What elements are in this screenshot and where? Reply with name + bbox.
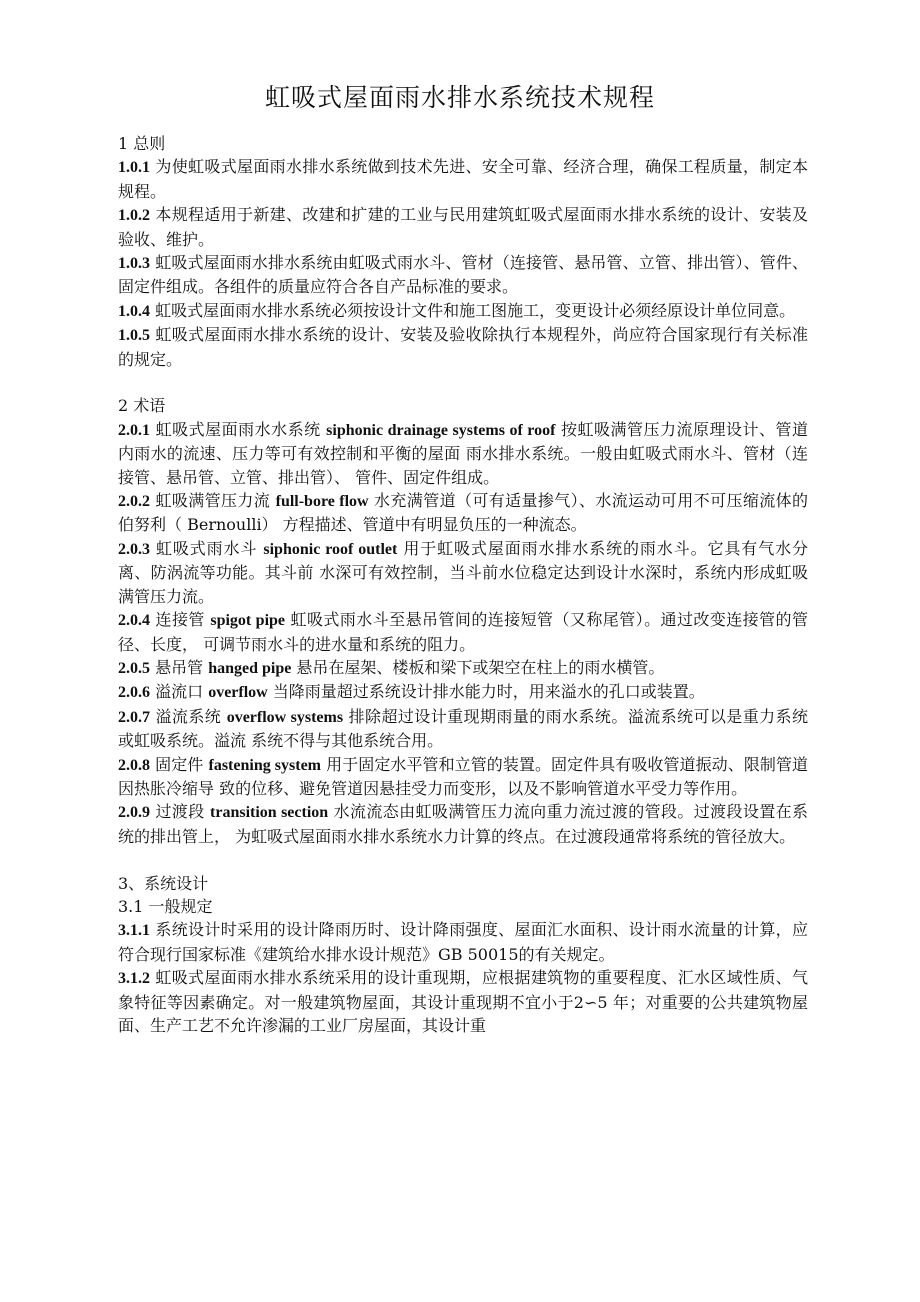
term-name: 虹吸式屋面雨水水系统 bbox=[150, 419, 327, 439]
page-title: 虹吸式屋面雨水排水系统技术规程 bbox=[264, 83, 655, 112]
clause-number: 2.0.6 bbox=[118, 684, 150, 702]
term-2-0-3 bbox=[118, 537, 808, 608]
clause-text: 虹吸式屋面雨水排水系统由虹吸式雨水斗、管材（连接管、悬吊管、立管、排出管）、管件、固定件组成。各组件的质量应符合各自产品标准的要求。 bbox=[118, 253, 808, 297]
clause-text: 为使虹吸式屋面雨水排水系统做到技术先进、安全可靠、经济合理，确保工程质量，制定本规程。 bbox=[118, 157, 808, 201]
term-definition: 水流流态由虹吸满管压力流向重力流过渡的管段。过渡段设置在系统的排出管上， 为虹吸式屋面雨水排水系统水力计算的终点。在过渡段通常将系统的管径放大。 bbox=[118, 802, 808, 846]
clause-3-1-2 bbox=[118, 966, 808, 1037]
clause-number: 2.0.5 bbox=[118, 659, 150, 677]
clause-3-1-1 bbox=[118, 918, 808, 966]
clause-text: 系统设计时采用的设计降雨历时、设计降雨强度、屋面汇水面积、设计雨水流量的计算，应符合现行国家标准《建筑给水排水设计规范》GB 50015的有关规定。 bbox=[118, 920, 808, 964]
term-name: 虹吸满管压力流 bbox=[150, 491, 276, 511]
term-definition: 虹吸式雨水斗至悬吊管间的连接短管（又称尾管）。通过改变连接管的管径、长度， 可调节雨水斗的进水量和系统的阻力。 bbox=[118, 610, 808, 654]
term-name: 过渡段 bbox=[150, 802, 211, 822]
clause-number: 1.0.4 bbox=[118, 302, 150, 320]
clause-number: 2.0.2 bbox=[118, 493, 150, 511]
clause-number: 1.0.1 bbox=[118, 159, 150, 177]
clause-1-0-2 bbox=[118, 203, 808, 251]
term-english: overflow bbox=[208, 684, 268, 702]
clause-number: 1.0.5 bbox=[118, 327, 150, 345]
spacer bbox=[118, 848, 808, 871]
section-heading-1: 1 总则 bbox=[118, 134, 166, 153]
term-english: siphonic drainage systems of roof bbox=[326, 421, 556, 439]
term-definition: 排除超过设计重现期雨量的雨水系统。溢流系统可以是重力系统或虹吸系统。溢流 系统不得与其他系统合用。 bbox=[118, 706, 808, 751]
term-name: 溢流系统 bbox=[150, 706, 227, 726]
term-name: 固定件 bbox=[150, 754, 209, 774]
term-english: hanged pipe bbox=[208, 659, 292, 677]
term-name: 溢流口 bbox=[150, 682, 209, 702]
term-2-0-9 bbox=[118, 800, 808, 848]
term-definition: 当降雨量超过系统设计排水能力时，用来溢水的孔口或装置。 bbox=[267, 682, 705, 702]
term-2-0-4 bbox=[118, 608, 808, 656]
term-definition: 按虹吸满管压力流原理设计、管道内雨水的流速、压力等可有效控制和平衡的屋面 雨水排水系统。一般由虹吸式雨水斗、管材（连接管、悬吊管、立管、排出管）、 管件、固定件组成。 bbox=[118, 419, 808, 487]
term-english: overflow systems bbox=[226, 708, 344, 726]
term-name: 悬吊管 bbox=[150, 657, 209, 677]
clause-number: 1.0.3 bbox=[118, 255, 150, 273]
clause-number: 2.0.8 bbox=[118, 756, 150, 774]
term-2-0-8 bbox=[118, 753, 808, 801]
clause-1-0-5 bbox=[118, 323, 808, 371]
clause-1-0-3 bbox=[118, 251, 808, 299]
clause-1-0-1 bbox=[118, 155, 808, 203]
term-2-0-6 bbox=[118, 680, 808, 704]
clause-number: 2.0.9 bbox=[118, 804, 150, 822]
clause-text: 虹吸式屋面雨水排水系统的设计、安装及验收除执行本规程外，尚应符合国家现行有关标准的规定。 bbox=[118, 325, 808, 369]
clause-1-0-4 bbox=[118, 299, 808, 323]
clause-number: 3.1.1 bbox=[118, 922, 150, 940]
clause-number: 1.0.2 bbox=[118, 207, 150, 225]
clause-number: 3.1.2 bbox=[118, 970, 150, 988]
term-2-0-1 bbox=[118, 418, 808, 489]
section-heading-2: 2 术语 bbox=[118, 396, 166, 416]
term-definition: 水充满管道（可有适量掺气）、水流运动可用不可压缩流体的伯努利（ Bernoulli） 方程描述、管道中有明显负压的一种流态。 bbox=[118, 491, 808, 535]
spacer bbox=[118, 371, 808, 394]
term-english: siphonic roof outlet bbox=[263, 540, 398, 558]
term-definition: 悬吊在屋架、楼板和梁下或架空在柱上的雨水横管。 bbox=[291, 657, 665, 677]
term-2-0-2 bbox=[118, 489, 808, 537]
clause-text: 虹吸式屋面雨水排水系统必须按设计文件和施工图施工，变更设计必须经原设计单位同意。 bbox=[150, 300, 796, 320]
clause-text: 本规程适用于新建、改建和扩建的工业与民用建筑虹吸式屋面雨水排水系统的设计、安装及验收、维护。 bbox=[118, 205, 808, 249]
term-definition: 用于固定水平管和立管的装置。固定件具有吸收管道振动、限制管道因热胀冷缩导 致的位移、避免管道因悬挂受力而变形，以及不影响管道水平受力等作用。 bbox=[118, 754, 809, 798]
term-english: fastening system bbox=[208, 756, 322, 774]
term-name: 虹吸式雨水斗 bbox=[150, 538, 264, 558]
term-name: 连接管 bbox=[150, 610, 211, 630]
term-2-0-7 bbox=[118, 705, 808, 753]
term-2-0-5 bbox=[118, 656, 808, 680]
clause-text: 虹吸式屋面雨水排水系统采用的设计重现期，应根据建筑物的重要程度、汇水区域性质、气象特征等因素确定。对一般建筑物屋面，其设计重现期不宜小于2∽5 年；对重要的公共建筑物屋面、生产工艺不允许渗漏的工业厂房屋面，其设计重 bbox=[118, 968, 808, 1035]
term-english: spigot pipe bbox=[210, 612, 286, 630]
term-english: full-bore flow bbox=[275, 493, 369, 511]
subsection-heading-3-1: 3.1 一般规定 bbox=[118, 896, 213, 916]
term-definition: 用于虹吸式屋面雨水排水系统的雨水斗。它具有气水分离、防涡流等功能。其斗前 水深可有效控制，当斗前水位稳定达到设计水深时，系统内形成虹吸满管压力流。 bbox=[118, 538, 809, 606]
clause-number: 2.0.7 bbox=[118, 708, 150, 726]
document-body bbox=[118, 132, 808, 1037]
clause-number: 2.0.3 bbox=[118, 540, 150, 558]
section-heading-3: 3、系统设计 bbox=[118, 873, 209, 893]
clause-number: 2.0.1 bbox=[118, 421, 150, 439]
term-english: transition section bbox=[210, 804, 329, 822]
clause-number: 2.0.4 bbox=[118, 612, 150, 630]
